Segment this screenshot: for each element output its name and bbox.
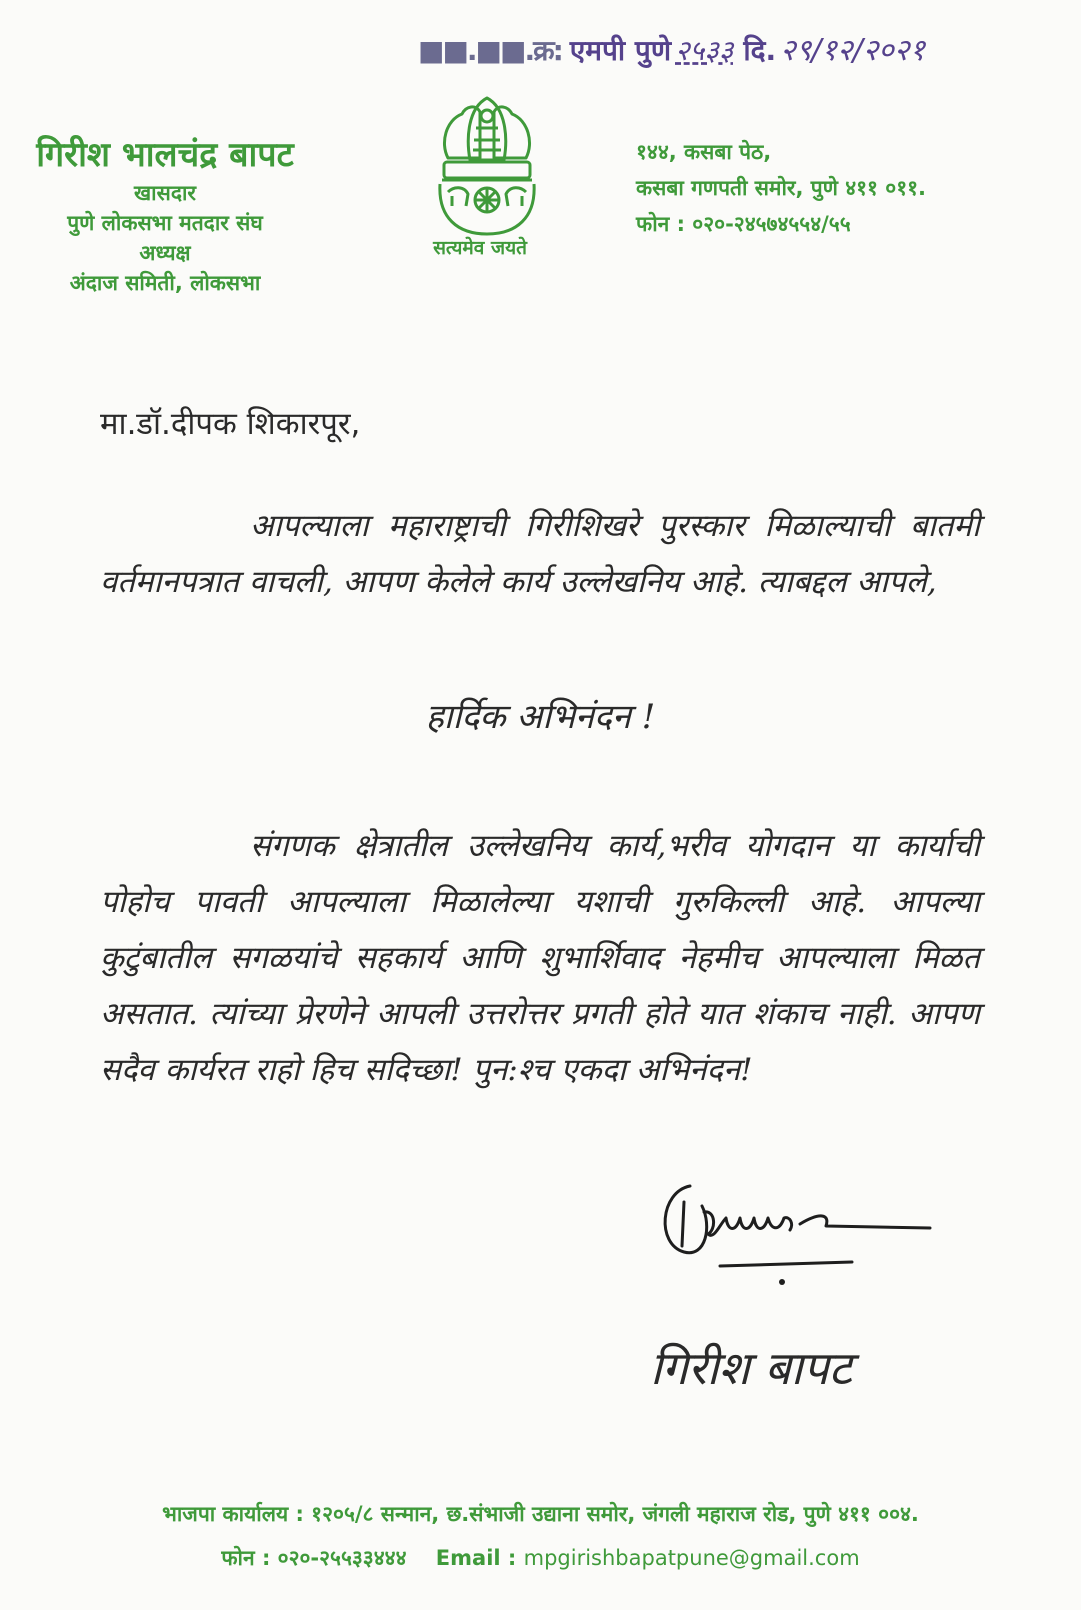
address-line-2: कसबा गणपती समोर, पुणे ४११ ०११. — [636, 176, 927, 200]
handwritten-signature-icon — [650, 1166, 970, 1306]
footer-phone: फोन : ०२०-२५५३३४४४ — [221, 1546, 407, 1570]
reference-date-value: २९/१२/२०२१ — [780, 33, 926, 68]
sender-role: अध्यक्ष — [139, 241, 191, 265]
emblem-caption: सत्यमेव जयते — [433, 237, 527, 259]
reference-office: एमपी पुणे — [569, 34, 672, 67]
reference-line — [418, 28, 1068, 74]
letter-salutation: मा.डॉ.दीपक शिकारपूर, — [100, 406, 361, 442]
sender-title: खासदार — [134, 181, 196, 205]
letter-congratulations: हार्दिक अभिनंदन ! — [425, 697, 656, 737]
letter-paragraph-2: संगणक क्षेत्रातील उल्लेखनिय कार्य,भरीव योगदान या कार्याची पोहोच पावती आपल्याला मिळालेल्या यशाची गुरुकिल्ली आहे. आपल्या कुटुंबातील सगळयांचे सहकार्य आणि शुभार्शिवाद नेहमीच आपल्याला मिळत असतात. त्यांच्या प्रेरणेने आपली उत्तरोत्तर प्रगती होते यात शंकाच नाही. आपण सदैव कार्यरत राहो हिच सदिच्छा! पुन:श्च एकदा अभिनंदन! — [100, 828, 980, 1088]
footer-email-link[interactable]: mpgirishbapatpune@gmail.com — [523, 1546, 860, 1570]
footer-office-address: भाजपा कार्यालय : १२०५/८ सन्मान, छ.संभाजी उद्याना समोर, जंगली महाराज रोड, पुणे ४११ ००४. — [162, 1502, 919, 1526]
reference-number: २५३३ — [675, 34, 734, 67]
address-phone: फोन : ०२०-२४५७४५५४/५५ — [636, 212, 851, 236]
address-block — [636, 134, 1056, 242]
reference-redacted-prefix: ■■.■■.क्र: — [418, 34, 562, 67]
letter-paragraph-1: आपल्याला महाराष्ट्राची गिरीशिखरे पुरस्कार मिळाल्याची बातमी वर्तमानपत्रात वाचली, आपण केलेले कार्य उल्लेखनिय आहे. त्याबद्दल आपले, — [100, 508, 980, 600]
signer-name: गिरीश बापट — [650, 1341, 852, 1395]
reference-date-label: दि. — [743, 34, 777, 67]
sender-constituency: पुणे लोकसभा मतदार संघ — [67, 211, 263, 235]
address-line-1: १४४, कसबा पेठ, — [636, 140, 772, 164]
sender-block — [0, 132, 330, 298]
sender-name: गिरीश भालचंद्र बापट — [36, 135, 294, 175]
sender-committee: अंदाज समिती, लोकसभा — [69, 271, 261, 295]
footer-contact — [0, 1544, 1081, 1572]
footer-email-label: Email : — [435, 1546, 517, 1570]
